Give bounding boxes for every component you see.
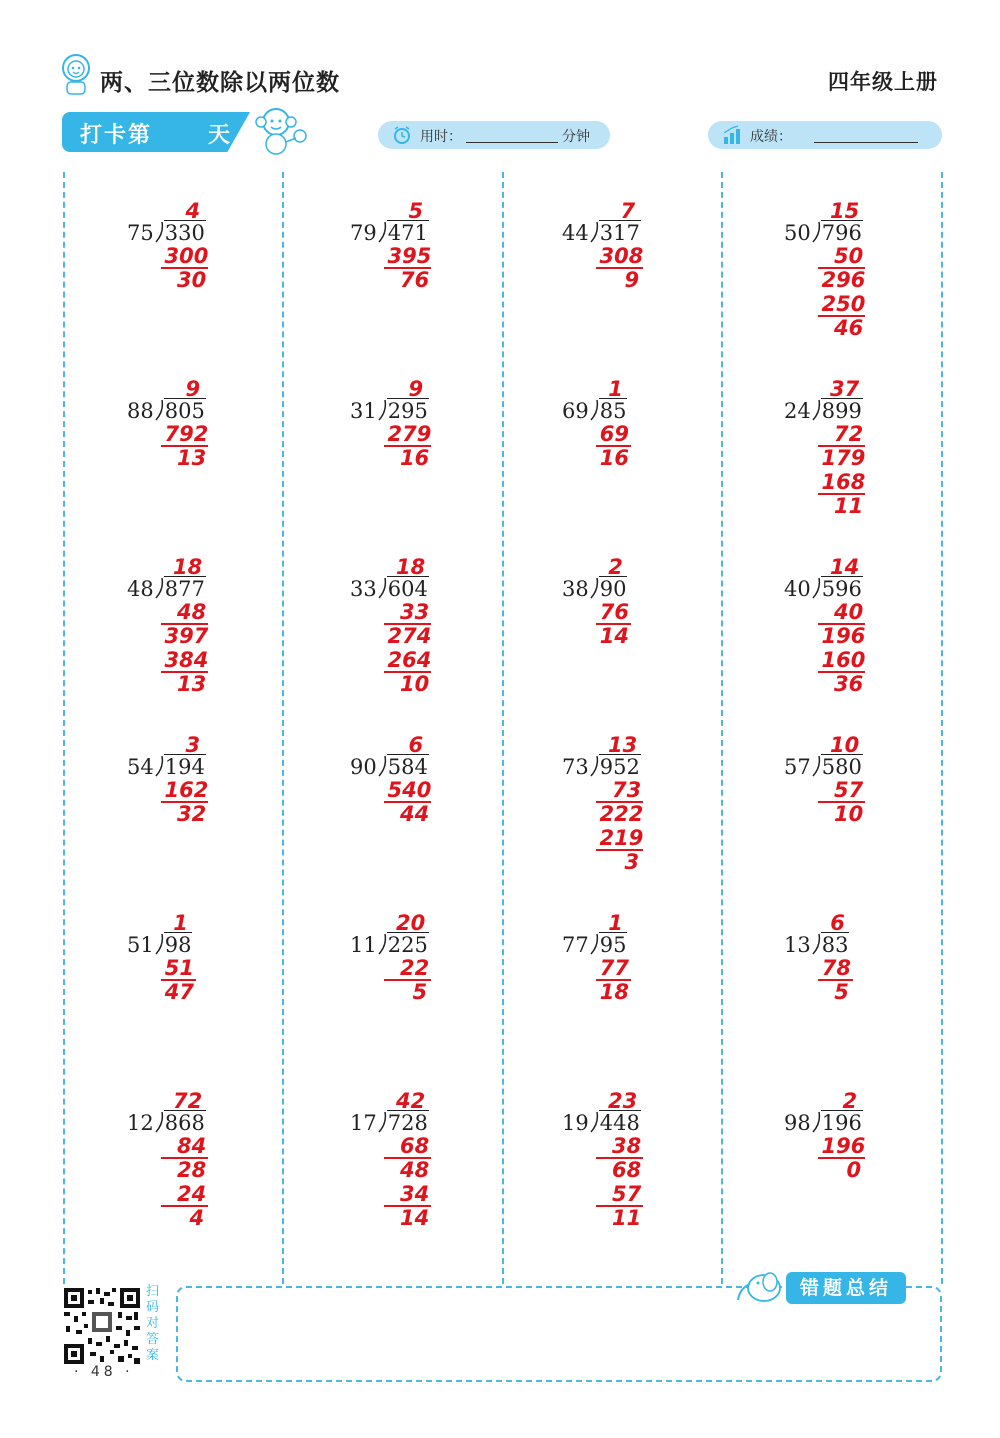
dividend: 604 bbox=[387, 577, 428, 601]
division-problem bbox=[784, 378, 934, 538]
dividend: 330 bbox=[164, 221, 205, 245]
division-problem bbox=[784, 556, 934, 716]
divisor: 17 bbox=[350, 1111, 377, 1135]
mistake-summary-tag: 错题总结 bbox=[786, 1272, 906, 1304]
subtraction-step: 68 bbox=[400, 1134, 430, 1158]
dividend: 196 bbox=[821, 1111, 862, 1135]
quotient: 1 bbox=[608, 377, 623, 401]
subtraction-step: 84 bbox=[177, 1134, 207, 1158]
remainder-step: 5 bbox=[834, 980, 849, 1004]
time-unit: 分钟 bbox=[562, 129, 590, 145]
quotient: 6 bbox=[830, 911, 845, 935]
division-bracket-icon bbox=[811, 933, 821, 955]
division-expression bbox=[350, 932, 429, 957]
subtraction-step: 57 bbox=[834, 778, 864, 802]
division-problem bbox=[350, 200, 500, 360]
division-problem bbox=[784, 1090, 934, 1250]
quotient: 18 bbox=[173, 555, 203, 579]
column-divider bbox=[502, 172, 504, 1284]
division-bracket-icon bbox=[589, 577, 599, 599]
remainder-step: 196 bbox=[821, 624, 866, 648]
division-bracket-icon bbox=[377, 933, 387, 955]
subtraction-step: 72 bbox=[834, 422, 864, 446]
subtraction-step: 219 bbox=[599, 826, 644, 850]
subtraction-step: 162 bbox=[164, 778, 209, 802]
monkey-mascot-icon bbox=[252, 104, 310, 158]
subtraction-step: 77 bbox=[599, 956, 630, 980]
divisor: 24 bbox=[784, 399, 811, 423]
subtraction-step: 48 bbox=[177, 600, 207, 624]
quotient: 2 bbox=[842, 1089, 858, 1113]
dividend: 868 bbox=[164, 1111, 205, 1135]
dividend: 90 bbox=[599, 577, 627, 601]
divisor: 13 bbox=[784, 933, 811, 957]
remainder-step: 179 bbox=[821, 446, 866, 470]
divisor: 38 bbox=[562, 577, 589, 601]
score-field bbox=[708, 121, 942, 149]
remainder-step: 3 bbox=[624, 850, 640, 874]
division-problem bbox=[350, 378, 500, 538]
subtraction-step: 34 bbox=[400, 1182, 430, 1206]
remainder-step: 274 bbox=[387, 624, 432, 648]
remainder-step: 222 bbox=[599, 802, 644, 826]
divisor: 88 bbox=[127, 399, 154, 423]
division-bracket-icon bbox=[589, 755, 599, 777]
division-expression bbox=[127, 932, 192, 957]
division-expression bbox=[784, 754, 863, 779]
subtraction-step: 38 bbox=[612, 1134, 642, 1158]
qr-code-icon[interactable] bbox=[62, 1286, 142, 1366]
division-problem bbox=[127, 378, 277, 538]
division-problem bbox=[127, 1090, 277, 1250]
quotient: 5 bbox=[408, 199, 424, 223]
remainder-step: 76 bbox=[400, 268, 430, 292]
divisor: 48 bbox=[127, 577, 154, 601]
remainder-step: 10 bbox=[834, 802, 864, 826]
dividend: 85 bbox=[599, 399, 627, 423]
dividend: 95 bbox=[599, 933, 627, 957]
subtraction-step: 33 bbox=[400, 600, 430, 624]
score-label: 成绩： bbox=[750, 129, 792, 145]
subtraction-step: 22 bbox=[400, 956, 430, 980]
division-problem bbox=[562, 734, 712, 894]
subtraction-step: 308 bbox=[599, 244, 644, 268]
remainder-step: 18 bbox=[599, 980, 630, 1004]
division-problem bbox=[127, 912, 277, 1072]
division-expression bbox=[784, 1110, 863, 1135]
division-expression bbox=[127, 576, 206, 601]
quotient: 9 bbox=[408, 377, 424, 401]
quotient: 42 bbox=[396, 1089, 426, 1113]
division-bracket-icon bbox=[811, 221, 821, 243]
dividend: 225 bbox=[387, 933, 428, 957]
division-problem bbox=[562, 200, 712, 360]
division-bracket-icon bbox=[589, 221, 599, 243]
division-bracket-icon bbox=[589, 1111, 599, 1133]
quotient: 72 bbox=[173, 1089, 203, 1113]
division-expression bbox=[562, 398, 627, 423]
division-bracket-icon bbox=[154, 1111, 164, 1133]
quotient: 10 bbox=[830, 733, 860, 757]
dividend: 596 bbox=[821, 577, 862, 601]
dividend: 448 bbox=[599, 1111, 640, 1135]
division-bracket-icon bbox=[811, 1111, 821, 1133]
quotient: 37 bbox=[830, 377, 860, 401]
remainder-step: 13 bbox=[177, 672, 207, 696]
subtraction-step: 384 bbox=[164, 648, 209, 672]
subtraction-step: 395 bbox=[387, 244, 432, 268]
dividend: 584 bbox=[387, 755, 428, 779]
dividend: 98 bbox=[164, 933, 192, 957]
division-bracket-icon bbox=[154, 755, 164, 777]
divisor: 69 bbox=[562, 399, 589, 423]
remainder-step: 47 bbox=[164, 980, 195, 1004]
dividend: 952 bbox=[599, 755, 640, 779]
division-bracket-icon bbox=[589, 399, 599, 421]
remainder-step: 296 bbox=[821, 268, 866, 292]
remainder-step: 46 bbox=[834, 316, 864, 340]
subtraction-step: 300 bbox=[164, 244, 209, 268]
score-blank[interactable] bbox=[814, 142, 918, 143]
division-bracket-icon bbox=[377, 755, 387, 777]
division-problem bbox=[562, 556, 712, 716]
quotient: 9 bbox=[185, 377, 201, 401]
dividend: 899 bbox=[821, 399, 862, 423]
scan-answer-label: 扫码对答案 bbox=[146, 1284, 160, 1363]
divisor: 98 bbox=[784, 1111, 811, 1135]
division-bracket-icon bbox=[154, 221, 164, 243]
divisor: 33 bbox=[350, 577, 377, 601]
quotient: 3 bbox=[185, 733, 201, 757]
quotient: 6 bbox=[408, 733, 424, 757]
division-expression bbox=[350, 576, 429, 601]
division-expression bbox=[350, 754, 429, 779]
subtraction-step: 40 bbox=[834, 600, 864, 624]
division-bracket-icon bbox=[154, 577, 164, 599]
remainder-step: 10 bbox=[400, 672, 430, 696]
division-problem bbox=[562, 378, 712, 538]
remainder-step: 397 bbox=[164, 624, 209, 648]
remainder-step: 44 bbox=[400, 802, 430, 826]
division-problem bbox=[784, 734, 934, 894]
division-expression bbox=[127, 398, 206, 423]
checkin-day-label: 天 bbox=[208, 123, 231, 148]
subtraction-step: 250 bbox=[821, 292, 866, 316]
division-problem bbox=[127, 734, 277, 894]
remainder-step: 32 bbox=[177, 802, 207, 826]
subtraction-step: 76 bbox=[599, 600, 630, 624]
remainder-step: 30 bbox=[177, 268, 207, 292]
division-expression bbox=[562, 576, 627, 601]
divisor: 50 bbox=[784, 221, 811, 245]
subtraction-step: 73 bbox=[612, 778, 642, 802]
subtraction-step: 264 bbox=[387, 648, 432, 672]
quotient: 14 bbox=[830, 555, 860, 579]
time-field bbox=[378, 121, 610, 149]
division-expression bbox=[562, 220, 641, 245]
quotient: 13 bbox=[608, 733, 638, 757]
quotient: 7 bbox=[620, 199, 636, 223]
division-expression bbox=[350, 1110, 429, 1135]
division-problem bbox=[784, 200, 934, 360]
divisor: 54 bbox=[127, 755, 154, 779]
division-bracket-icon bbox=[377, 577, 387, 599]
dividend: 194 bbox=[164, 755, 205, 779]
remainder-step: 68 bbox=[612, 1158, 642, 1182]
quotient: 20 bbox=[396, 911, 426, 935]
column-divider bbox=[63, 172, 65, 1284]
subtraction-step: 279 bbox=[387, 422, 432, 446]
remainder-step: 14 bbox=[400, 1206, 430, 1230]
subtraction-step: 792 bbox=[164, 422, 209, 446]
dividend: 317 bbox=[599, 221, 640, 245]
division-expression bbox=[562, 754, 641, 779]
remainder-step: 0 bbox=[846, 1158, 862, 1182]
dividend: 295 bbox=[387, 399, 428, 423]
dividend: 471 bbox=[387, 221, 428, 245]
division-problem bbox=[350, 912, 500, 1072]
division-bracket-icon bbox=[589, 933, 599, 955]
division-expression bbox=[784, 932, 849, 957]
remainder-step: 11 bbox=[612, 1206, 642, 1230]
division-problem bbox=[562, 1090, 712, 1250]
subtraction-step: 540 bbox=[387, 778, 432, 802]
page-number: · 48 · bbox=[74, 1364, 134, 1380]
column-divider bbox=[721, 172, 723, 1284]
divisor: 31 bbox=[350, 399, 377, 423]
quotient: 4 bbox=[185, 199, 201, 223]
quotient: 18 bbox=[396, 555, 426, 579]
division-expression bbox=[784, 398, 863, 423]
division-problem bbox=[350, 1090, 500, 1250]
lion-mascot-icon bbox=[58, 52, 94, 96]
division-bracket-icon bbox=[811, 399, 821, 421]
divisor: 44 bbox=[562, 221, 589, 245]
division-expression bbox=[127, 220, 206, 245]
remainder-step: 5 bbox=[412, 980, 428, 1004]
division-problem bbox=[127, 556, 277, 716]
remainder-step: 16 bbox=[599, 446, 630, 470]
remainder-step: 11 bbox=[834, 494, 864, 518]
division-expression bbox=[350, 398, 429, 423]
time-blank[interactable] bbox=[466, 142, 558, 143]
grade-label: 四年级上册 bbox=[828, 70, 938, 94]
divisor: 75 bbox=[127, 221, 154, 245]
quotient: 2 bbox=[608, 555, 623, 579]
division-expression bbox=[127, 754, 206, 779]
remainder-step: 48 bbox=[400, 1158, 430, 1182]
time-label: 用时： bbox=[420, 129, 462, 145]
dividend: 796 bbox=[821, 221, 862, 245]
subtraction-step: 24 bbox=[177, 1182, 207, 1206]
subtraction-step: 78 bbox=[821, 956, 852, 980]
divisor: 11 bbox=[350, 933, 377, 957]
subtraction-step: 160 bbox=[821, 648, 866, 672]
division-problem bbox=[350, 734, 500, 894]
remainder-step: 28 bbox=[177, 1158, 207, 1182]
remainder-step: 13 bbox=[177, 446, 207, 470]
quotient: 1 bbox=[173, 911, 188, 935]
division-bracket-icon bbox=[154, 399, 164, 421]
alarm-clock-icon bbox=[392, 125, 412, 145]
remainder-step: 36 bbox=[834, 672, 864, 696]
divisor: 40 bbox=[784, 577, 811, 601]
quotient: 15 bbox=[830, 199, 860, 223]
dividend: 877 bbox=[164, 577, 205, 601]
divisor: 79 bbox=[350, 221, 377, 245]
subtraction-step: 69 bbox=[599, 422, 630, 446]
division-bracket-icon bbox=[377, 1111, 387, 1133]
subtraction-step: 50 bbox=[834, 244, 864, 268]
dividend: 83 bbox=[821, 933, 849, 957]
divisor: 73 bbox=[562, 755, 589, 779]
division-expression bbox=[562, 932, 627, 957]
checkin-label: 打卡第 bbox=[80, 123, 153, 148]
remainder-step: 16 bbox=[400, 446, 430, 470]
dividend: 728 bbox=[387, 1111, 428, 1135]
column-divider bbox=[941, 172, 943, 1284]
divisor: 57 bbox=[784, 755, 811, 779]
subtraction-step: 196 bbox=[821, 1134, 866, 1158]
quotient: 23 bbox=[608, 1089, 638, 1113]
division-expression bbox=[784, 576, 863, 601]
remainder-step: 4 bbox=[189, 1206, 205, 1230]
division-problem bbox=[350, 556, 500, 716]
divisor: 12 bbox=[127, 1111, 154, 1135]
division-expression bbox=[784, 220, 863, 245]
division-bracket-icon bbox=[377, 399, 387, 421]
divisor: 51 bbox=[127, 933, 154, 957]
elephant-mascot-icon bbox=[732, 1266, 788, 1306]
remainder-step: 14 bbox=[599, 624, 630, 648]
divisor: 77 bbox=[562, 933, 589, 957]
division-bracket-icon bbox=[811, 577, 821, 599]
remainder-step: 9 bbox=[624, 268, 640, 292]
divisor: 90 bbox=[350, 755, 377, 779]
bar-chart-icon bbox=[722, 125, 742, 145]
division-problem bbox=[562, 912, 712, 1072]
subtraction-step: 57 bbox=[612, 1182, 642, 1206]
division-expression bbox=[127, 1110, 206, 1135]
division-problem bbox=[127, 200, 277, 360]
divisor: 19 bbox=[562, 1111, 589, 1135]
division-expression bbox=[350, 220, 429, 245]
division-expression bbox=[562, 1110, 641, 1135]
division-problem bbox=[784, 912, 934, 1072]
dividend: 805 bbox=[164, 399, 205, 423]
division-bracket-icon bbox=[811, 755, 821, 777]
column-divider bbox=[282, 172, 284, 1284]
subtraction-step: 168 bbox=[821, 470, 866, 494]
page-title: 两、三位数除以两位数 bbox=[100, 70, 340, 96]
division-bracket-icon bbox=[154, 933, 164, 955]
division-bracket-icon bbox=[377, 221, 387, 243]
dividend: 580 bbox=[821, 755, 862, 779]
quotient: 1 bbox=[608, 911, 623, 935]
subtraction-step: 51 bbox=[164, 956, 195, 980]
